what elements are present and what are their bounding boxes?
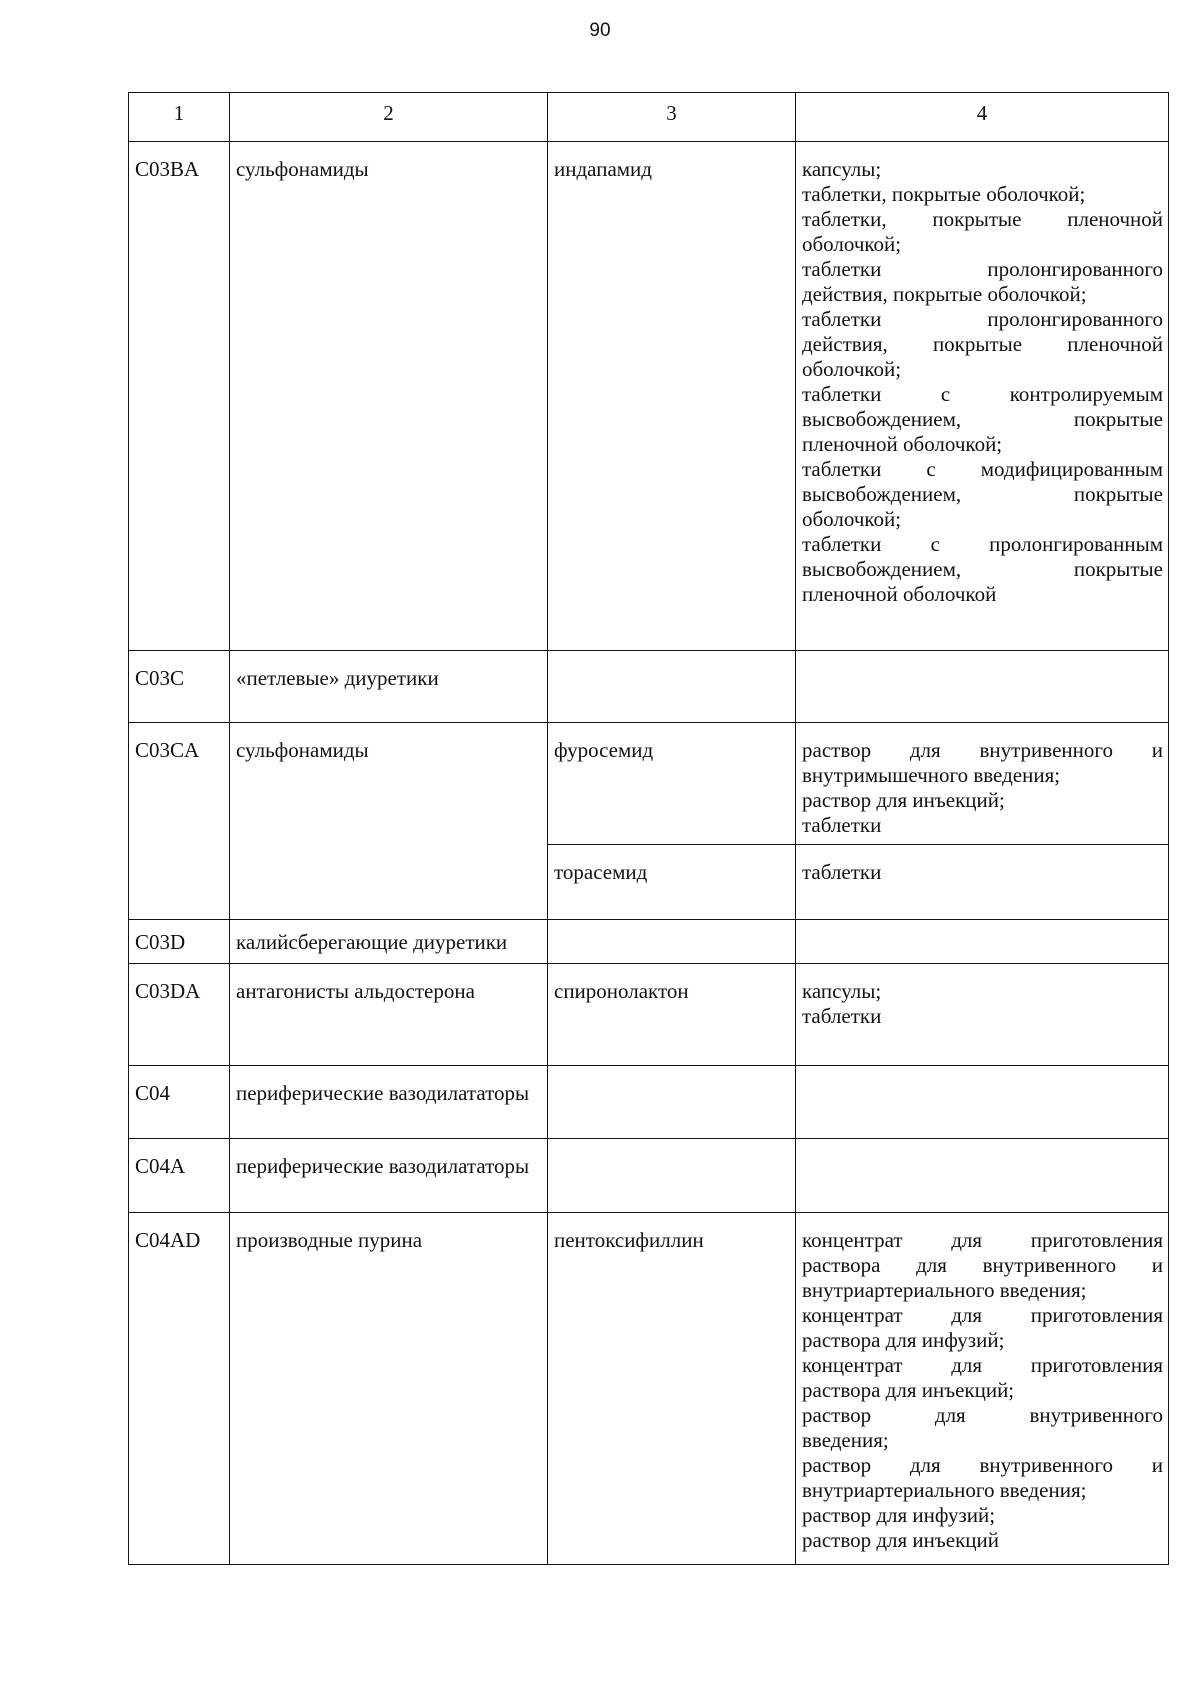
dosage-form-line: таблетки, покрытые пленочной: [802, 207, 1163, 231]
dosage-forms: [796, 142, 1169, 651]
dosage-forms: [796, 1066, 1169, 1139]
table-row: [129, 1213, 1169, 1565]
dosage-form-line: внутримышечного введения;: [802, 763, 1061, 787]
dosage-form-line: высвобождением, покрытые: [802, 557, 1163, 581]
pharm-group: сульфонамиды: [230, 142, 548, 651]
dosage-form-line: раствор для внутривенного и: [802, 738, 1163, 762]
header-col-3: 3: [548, 93, 796, 142]
dosage-forms: [796, 723, 1169, 845]
dosage-form-line: оболочкой;: [802, 357, 902, 381]
dosage-form-line: внутриартериального введения;: [802, 1278, 1087, 1302]
atc-code: C03DA: [129, 964, 230, 1066]
header-col-4: 4: [796, 93, 1169, 142]
dosage-form-line: раствор для внутривенного и: [802, 1453, 1163, 1477]
drug-name: торасемид: [548, 845, 796, 920]
pharm-group: антагонисты альдостерона: [230, 964, 548, 1066]
drug-name: индапамид: [548, 142, 796, 651]
table-row: [129, 964, 1169, 1066]
atc-code: C03D: [129, 920, 230, 964]
drug-name: спиронолактон: [548, 964, 796, 1066]
dosage-form-line: пленочной оболочкой;: [802, 432, 1003, 456]
dosage-form-line: таблетки с модифицированным: [802, 457, 1163, 481]
drug-name: [548, 920, 796, 964]
table-header-row: [129, 93, 1169, 142]
dosage-form-line: раствор для внутривенного: [802, 1403, 1163, 1427]
pharm-group: производные пурина: [230, 1213, 548, 1565]
atc-code: C03C: [129, 651, 230, 723]
dosage-form-line: пленочной оболочкой: [802, 582, 997, 606]
dosage-form-line: таблетки: [802, 1004, 882, 1028]
dosage-form-line: концентрат для приготовления: [802, 1303, 1163, 1327]
table-row: [129, 142, 1169, 651]
table-row: [129, 723, 1169, 845]
header-col-2: 2: [230, 93, 548, 142]
page-number: 90: [589, 20, 611, 41]
drug-name: фуросемид: [548, 723, 796, 845]
drug-name: [548, 1139, 796, 1213]
dosage-form-line: оболочкой;: [802, 232, 902, 256]
atc-code: C03BA: [129, 142, 230, 651]
dosage-form-line: таблетки: [802, 860, 882, 884]
atc-code: C04AD: [129, 1213, 230, 1565]
dosage-form-line: раствор для инфузий;: [802, 1503, 996, 1527]
pharm-group: периферические вазодилататоры: [230, 1139, 548, 1213]
dosage-form-line: таблетки: [802, 813, 882, 837]
dosage-form-line: раствор для инъекций: [802, 1528, 999, 1552]
dosage-form-line: введения;: [802, 1428, 889, 1452]
dosage-form-line: раствора для инфузий;: [802, 1328, 1005, 1352]
pharm-group: калийсберегающие диуретики: [230, 920, 548, 964]
pharm-group: периферические вазодилататоры: [230, 1066, 548, 1139]
table-row: [129, 920, 1169, 964]
dosage-forms: [796, 964, 1169, 1066]
pharm-group: сульфонамиды: [230, 723, 548, 920]
dosage-form-line: высвобождением, покрытые: [802, 482, 1163, 506]
dosage-form-line: концентрат для приготовления: [802, 1353, 1163, 1377]
dosage-form-line: концентрат для приготовления: [802, 1228, 1163, 1252]
atc-code: C03CA: [129, 723, 230, 920]
drug-name: [548, 1066, 796, 1139]
dosage-forms: [796, 920, 1169, 964]
dosage-forms: [796, 1213, 1169, 1565]
dosage-form-line: таблетки, покрытые оболочкой;: [802, 182, 1086, 206]
table-row: [129, 1066, 1169, 1139]
dosage-form-line: таблетки пролонгированного: [802, 307, 1163, 331]
table-row: [129, 651, 1169, 723]
dosage-form-line: действия, покрытые оболочкой;: [802, 282, 1087, 306]
dosage-form-line: таблетки с контролируемым: [802, 382, 1163, 406]
header-col-1: 1: [129, 93, 230, 142]
dosage-form-line: высвобождением, покрытые: [802, 407, 1163, 431]
table-row: [129, 1139, 1169, 1213]
atc-code: C04: [129, 1066, 230, 1139]
dosage-form-line: таблетки пролонгированного: [802, 257, 1163, 281]
pharm-group: «петлевые» диуретики: [230, 651, 548, 723]
dosage-form-line: таблетки с пролонгированным: [802, 532, 1163, 556]
dosage-form-line: внутриартериального введения;: [802, 1478, 1087, 1502]
drug-name: пентоксифиллин: [548, 1213, 796, 1565]
drug-table: [128, 92, 1169, 1565]
dosage-form-line: раствора для инъекций;: [802, 1378, 1015, 1402]
atc-code: C04A: [129, 1139, 230, 1213]
dosage-form-line: капсулы;: [802, 157, 882, 181]
dosage-form-line: действия, покрытые пленочной: [802, 332, 1163, 356]
dosage-forms: [796, 845, 1169, 920]
dosage-form-line: раствора для внутривенного и: [802, 1253, 1163, 1277]
dosage-forms: [796, 1139, 1169, 1213]
dosage-form-line: раствор для инъекций;: [802, 788, 1005, 812]
dosage-form-line: оболочкой;: [802, 507, 902, 531]
dosage-forms: [796, 651, 1169, 723]
dosage-form-line: капсулы;: [802, 979, 882, 1003]
drug-name: [548, 651, 796, 723]
